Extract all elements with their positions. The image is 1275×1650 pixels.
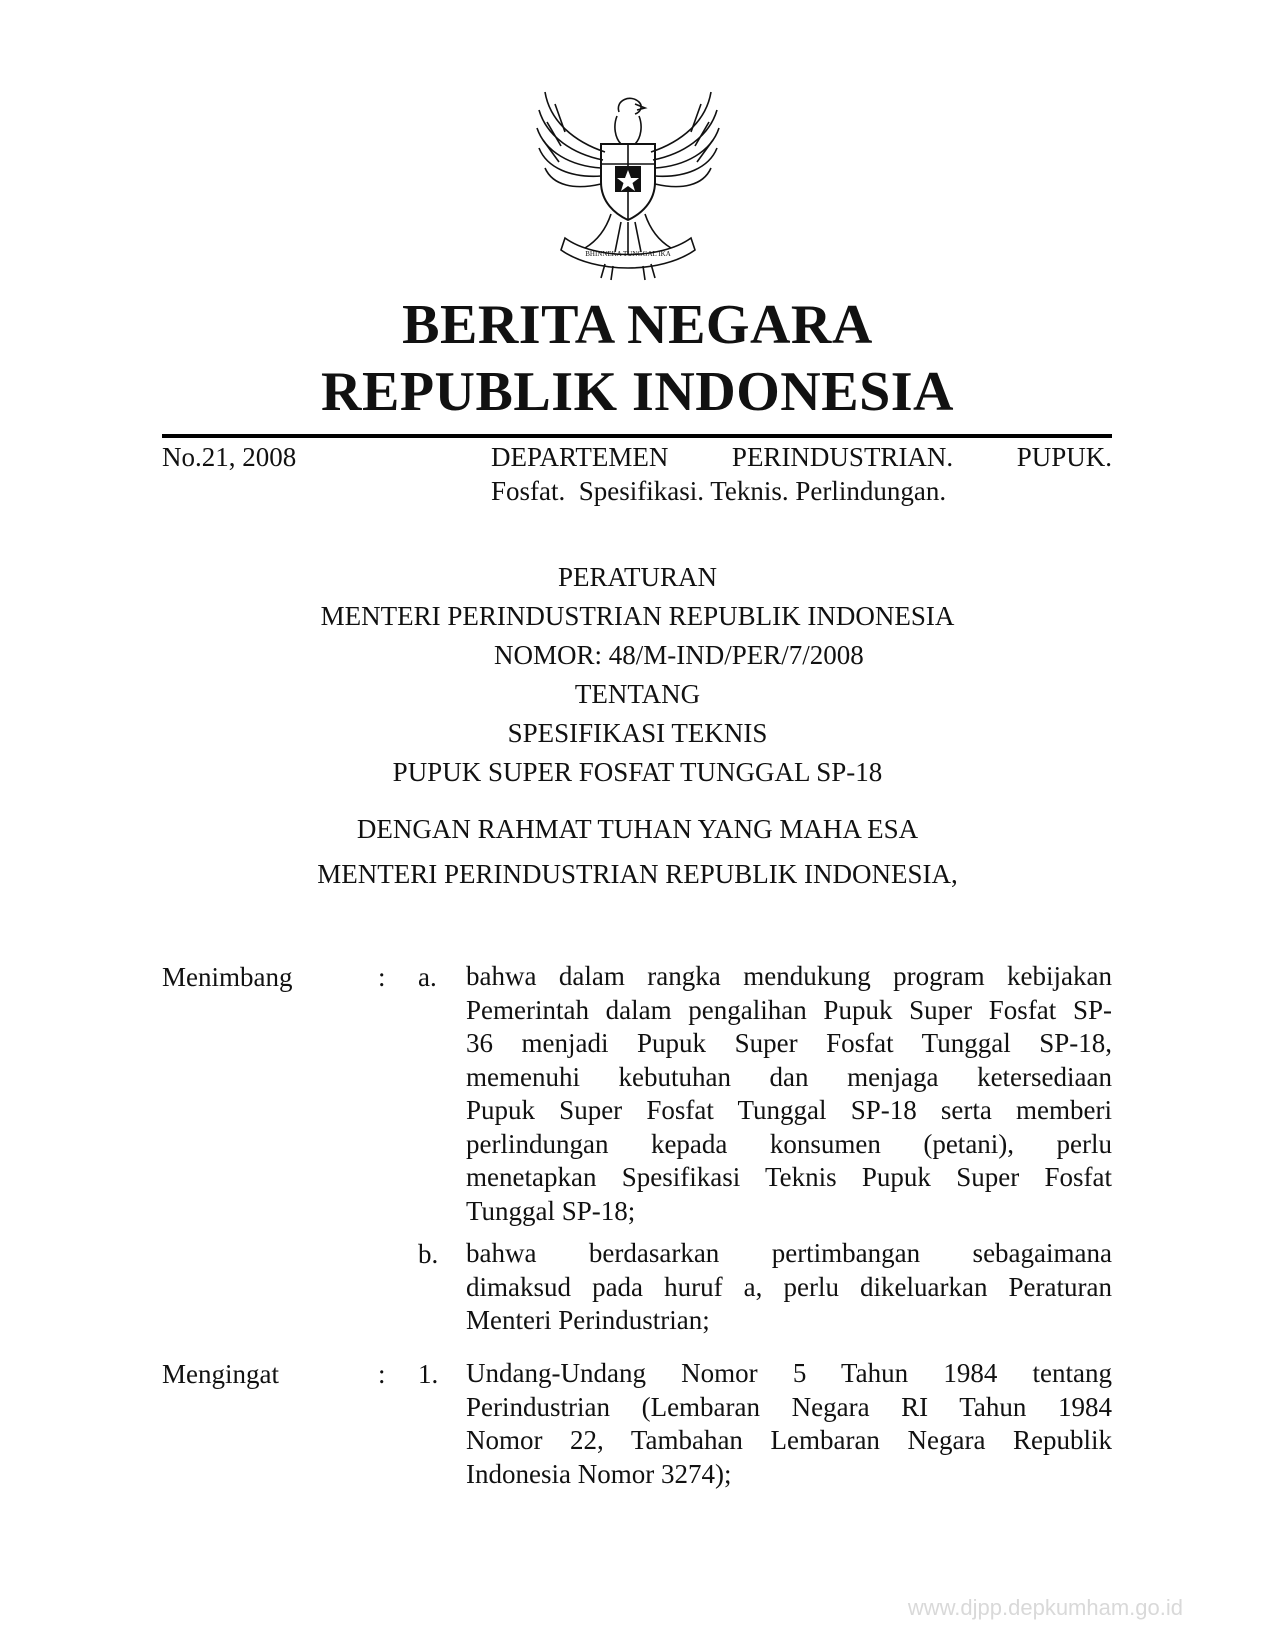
text-line: Pupuk Super Fosfat Tunggal SP-18 serta memberi <box>466 1095 1112 1125</box>
masthead-title-line2: REPUBLIK INDONESIA <box>321 361 954 423</box>
menimbang-item-a-text <box>466 960 1112 1228</box>
garuda-emblem <box>535 82 721 282</box>
text-line: Indonesia Nomor 3274); <box>466 1458 732 1489</box>
text-line: Tunggal SP-18; <box>466 1195 636 1226</box>
menimbang-colon: : <box>378 962 386 992</box>
regulation-subject-line1: SPESIFIKASI TEKNIS <box>507 718 768 748</box>
regulation-about: TENTANG <box>574 679 701 709</box>
mengingat-item-1-text <box>466 1357 1112 1491</box>
issue-subject-word: PUPUK. <box>1016 442 1112 472</box>
text-line: bahwa berdasarkan pertimbangan sebagaimana <box>466 1238 1112 1268</box>
mengingat-item-1-marker: 1. <box>418 1359 439 1389</box>
text-line: dimaksud pada huruf a, perlu dikeluarkan Peraturan <box>466 1271 1112 1302</box>
mengingat-colon: : <box>378 1359 386 1389</box>
text-line: Menteri Perindustrian; <box>466 1305 710 1335</box>
menimbang-item-b-text <box>466 1237 1112 1338</box>
issue-subject-word: DEPARTEMEN <box>491 442 669 472</box>
text-line: perlindungan kepada konsumen (petani), perlu <box>466 1128 1112 1159</box>
text-line: memenuhi kebutuhan dan menjaga ketersediaan <box>466 1061 1112 1092</box>
text-line: menetapkan Spesifikasi Teknis Pupuk Super Fosfat <box>466 1162 1112 1192</box>
regulation-issuer: MENTERI PERINDUSTRIAN REPUBLIK INDONESIA <box>320 601 955 631</box>
issue-subject-line2: Fosfat. Spesifikasi. Teknis. Perlindungan. <box>491 476 947 506</box>
text-line: Undang-Undang Nomor 5 Tahun 1984 tentang <box>466 1358 1112 1388</box>
masthead-title-line1: BERITA NEGARA <box>402 294 873 356</box>
regulation-type: PERATURAN <box>557 562 718 592</box>
emblem-motto: BHINNEKA TUNGGAL IKA <box>585 250 671 258</box>
text-line: Nomor 22, Tambahan Lembaran Negara Republik <box>466 1425 1112 1455</box>
menimbang-item-b-marker: b. <box>418 1239 439 1269</box>
issue-subject-word: PERINDUSTRIAN. <box>731 442 954 472</box>
issue-subject-line1 <box>491 440 1112 474</box>
text-line: 36 menjadi Pupuk Super Fosfat Tunggal SP-18, <box>466 1028 1112 1058</box>
regulation-subject-line2: PUPUK SUPER FOSFAT TUNGGAL SP-18 <box>392 757 883 787</box>
preamble-line1: DENGAN RAHMAT TUHAN YANG MAHA ESA <box>356 814 919 844</box>
text-line: bahwa dalam rangka mendukung program kebijakan <box>466 961 1112 991</box>
mengingat-label: Mengingat <box>162 1359 279 1389</box>
preamble-line2: MENTERI PERINDUSTRIAN REPUBLIK INDONESIA, <box>317 859 958 889</box>
menimbang-item-a-marker: a. <box>418 962 437 992</box>
text-line: Pemerintah dalam pengalihan Pupuk Super Fosfat SP- <box>466 994 1112 1025</box>
source-watermark: www.djpp.depkumham.go.id <box>907 1595 1183 1620</box>
masthead-divider <box>162 434 1112 438</box>
regulation-number: NOMOR: 48/M-IND/PER/7/2008 <box>494 640 864 670</box>
issue-number: No.21, 2008 <box>162 442 297 472</box>
menimbang-label: Menimbang <box>162 962 293 992</box>
text-line: Perindustrian (Lembaran Negara RI Tahun 1984 <box>466 1391 1112 1422</box>
